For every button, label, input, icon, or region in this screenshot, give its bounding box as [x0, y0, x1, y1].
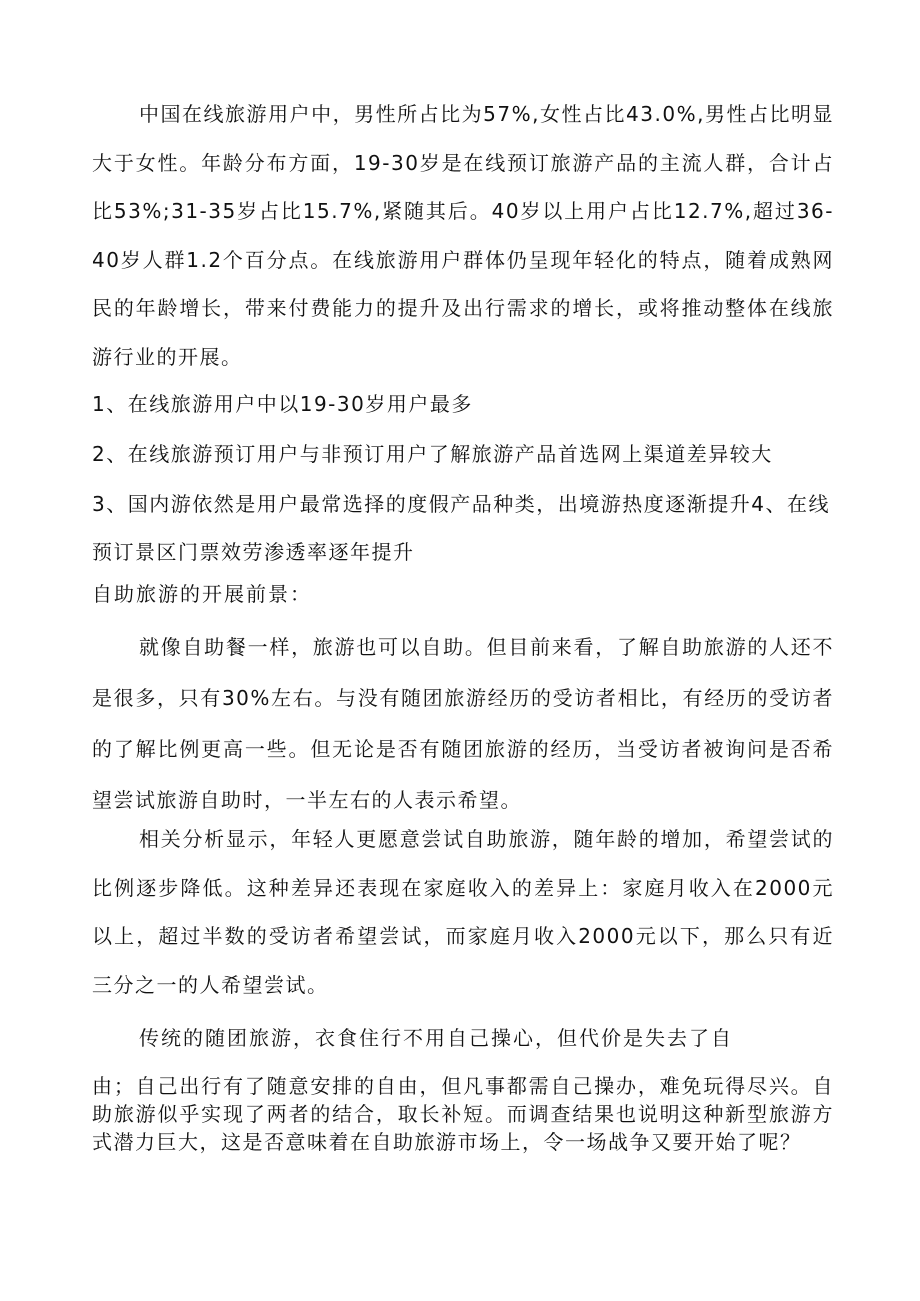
list-item-1: 1、在线旅游用户中以19-30岁用户最多 — [92, 392, 473, 416]
paragraph-self-guided-awareness: 就像自助餐一样，旅游也可以自助。但目前来看，了解自助旅游的人还不是很多，只有30%左右。与没有随团旅游经历的受访者相比，有经历的受访者的了解比例更高一些。但无论是否有随团旅游的经历，当受访者被询问是否希望尝试旅游自助时，一半左右的人表示希望。 — [92, 635, 834, 812]
paragraph-online-travel-demographics: 中国在线旅游用户中，男性所占比为57%,女性占比43.0%,男性占比明显大于女性。年龄分布方面，19-30岁是在线预订旅游产品的主流人群，合计占比53%;31-35岁占比15.7%,紧随其后。40岁以上用户占比12.7%,超过36-40岁人群1.2个百分点。在线旅游用户群体仍呈现年轻化的特点，随着成熟网民的年龄增长，带来付费能力的提升及出行需求的增长，或将推动整体在线旅游行业的开展。 — [92, 102, 834, 369]
section-heading: 自助旅游的开展前景： — [92, 582, 312, 606]
paragraph-age-income-analysis: 相关分析显示，年轻人更愿意尝试自助旅游，随年龄的增加，希望尝试的比例逐步降低。这种差异还表现在家庭收入的差异上：家庭月收入在2000元以上，超过半数的受访者希望尝试，而家庭月收入2000元以下，那么只有近三分之一的人希望尝试。 — [92, 827, 834, 997]
list-item-2: 2、在线旅游预订用户与非预订用户了解旅游产品首选网上渠道差异较大 — [92, 442, 773, 466]
list-item-3: 3、国内游依然是用户最常选择的度假产品种类，出境游热度逐渐提升4、在线预订景区门票效劳渗透率逐年提升 — [92, 492, 830, 564]
paragraph-traditional-tour-rest: 由；自己出行有了随意安排的自由，但凡事都需自己操办，难免玩得尽兴。自助旅游似乎实现了两者的结合，取长补短。而调查结果也说明这种新型旅游方式潜力巨大，这是否意味着在自助旅游市场上，令一场战争又要开始了呢？ — [92, 1074, 834, 1154]
paragraph-traditional-tour-line1: 传统的随团旅游，衣食住行不用自己操心，但代价是失去了自 — [139, 1026, 733, 1050]
